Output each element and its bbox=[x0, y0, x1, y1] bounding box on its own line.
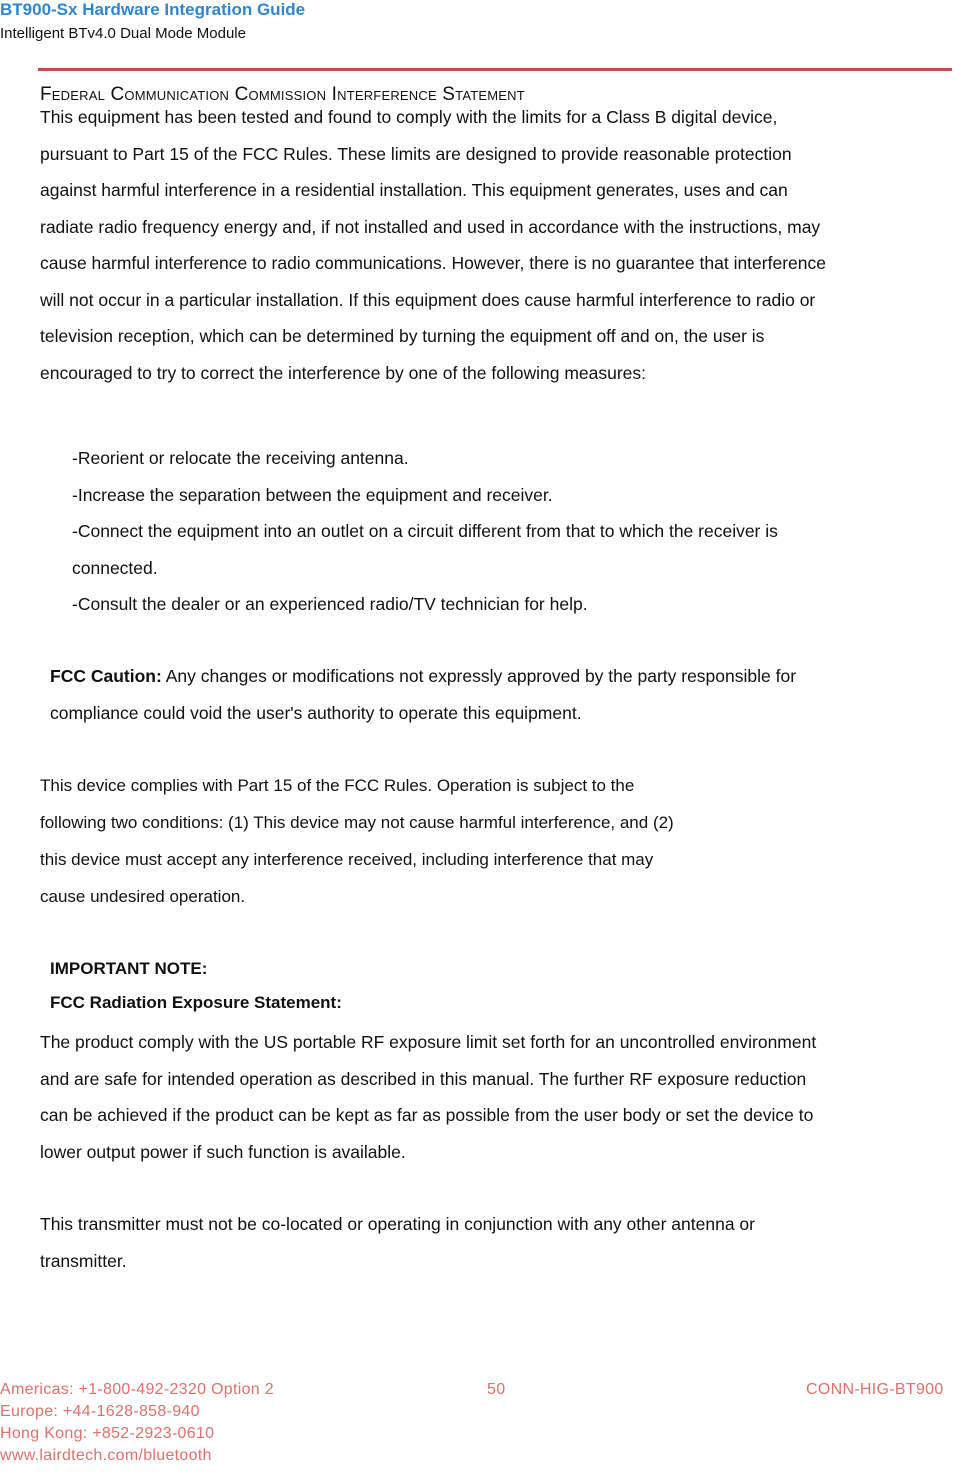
list-item: connected. bbox=[72, 557, 158, 578]
paragraph-line: will not occur in a particular installation. If this equipment does cause harmful interference to radio or bbox=[40, 289, 816, 310]
paragraph-line: and are safe for intended operation as described in this manual. The further RF exposure reduction bbox=[40, 1068, 807, 1089]
footer-contacts bbox=[0, 1379, 274, 1467]
paragraph-line: against harmful interference in a residential installation. This equipment generates, uses and can bbox=[40, 180, 788, 200]
footer-phone-americas: Americas: +1-800-492-2320 Option 2 bbox=[0, 1381, 274, 1398]
footer-website-link[interactable]: www.lairdtech.com/bluetooth bbox=[0, 1447, 212, 1464]
paragraph-line: pursuant to Part 15 of the FCC Rules. These limits are designed to provide reasonable protection bbox=[40, 143, 792, 164]
measures-list bbox=[72, 440, 952, 623]
radiation-exposure-heading: FCC Radiation Exposure Statement: bbox=[50, 993, 342, 1012]
paragraph-line: lower output power if such function is available. bbox=[40, 1141, 406, 1162]
document-subtitle: Intelligent BTv4.0 Dual Mode Module bbox=[0, 25, 246, 42]
list-item: -Reorient or relocate the receiving antenna. bbox=[72, 448, 409, 468]
page-number: 50 bbox=[487, 1381, 506, 1398]
paragraph-line: This device complies with Part 15 of the FCC Rules. Operation is subject to the bbox=[40, 776, 635, 795]
paragraph-line: radiate radio frequency energy and, if not installed and used in accordance with the instructions, may bbox=[40, 216, 821, 237]
caution-text: compliance could void the user's authority to operate this equipment. bbox=[50, 702, 582, 723]
exposure-statement bbox=[40, 1024, 955, 1170]
paragraph-line: following two conditions: (1) This device may not cause harmful interference, and (2) bbox=[40, 813, 674, 832]
caution-label: FCC Caution: bbox=[50, 666, 162, 686]
important-note-heading: IMPORTANT NOTE: bbox=[50, 959, 208, 978]
paragraph-line: encouraged to try to correct the interference by one of the following measures: bbox=[40, 362, 647, 383]
fcc-caution bbox=[50, 658, 950, 731]
header-divider bbox=[38, 68, 952, 71]
list-item: -Connect the equipment into an outlet on a circuit different from that to which the receiver is bbox=[72, 521, 778, 541]
paragraph-line: this device must accept any interference received, including interference that may bbox=[40, 850, 654, 869]
footer-phone-hongkong: Hong Kong: +852-2923-0610 bbox=[0, 1425, 215, 1442]
paragraph-line: This transmitter must not be co-located or operating in conjunction with any other antenna or bbox=[40, 1214, 755, 1234]
list-item: -Increase the separation between the equipment and receiver. bbox=[72, 484, 553, 505]
list-item: -Consult the dealer or an experienced radio/TV technician for help. bbox=[72, 594, 588, 614]
paragraph-line: can be achieved if the product can be kept as far as possible from the user body or set the device to bbox=[40, 1105, 814, 1125]
paragraph-line: This equipment has been tested and found to comply with the limits for a Class B digital device, bbox=[40, 107, 778, 127]
paragraph-line: television reception, which can be determined by turning the equipment off and on, the user is bbox=[40, 326, 765, 346]
footer-phone-europe: Europe: +44-1628-858-940 bbox=[0, 1403, 200, 1420]
interference-statement bbox=[40, 99, 955, 391]
paragraph-line: transmitter. bbox=[40, 1250, 127, 1271]
paragraph-line: cause undesired operation. bbox=[40, 887, 246, 906]
document-code: CONN-HIG-BT900 bbox=[806, 1381, 944, 1398]
section-heading: Federal Communication Commission Interference Statement bbox=[40, 84, 525, 105]
paragraph-line: The product comply with the US portable RF exposure limit set forth for an uncontrolled environment bbox=[40, 1032, 817, 1052]
paragraph-line: cause harmful interference to radio communications. However, there is no guarantee that interference bbox=[40, 253, 826, 273]
document-title: BT900-Sx Hardware Integration Guide bbox=[0, 0, 306, 19]
caution-text: Any changes or modifications not expressly approved by the party responsible for bbox=[161, 666, 797, 686]
colocation-statement bbox=[40, 1206, 955, 1279]
compliance-statement bbox=[40, 767, 940, 915]
